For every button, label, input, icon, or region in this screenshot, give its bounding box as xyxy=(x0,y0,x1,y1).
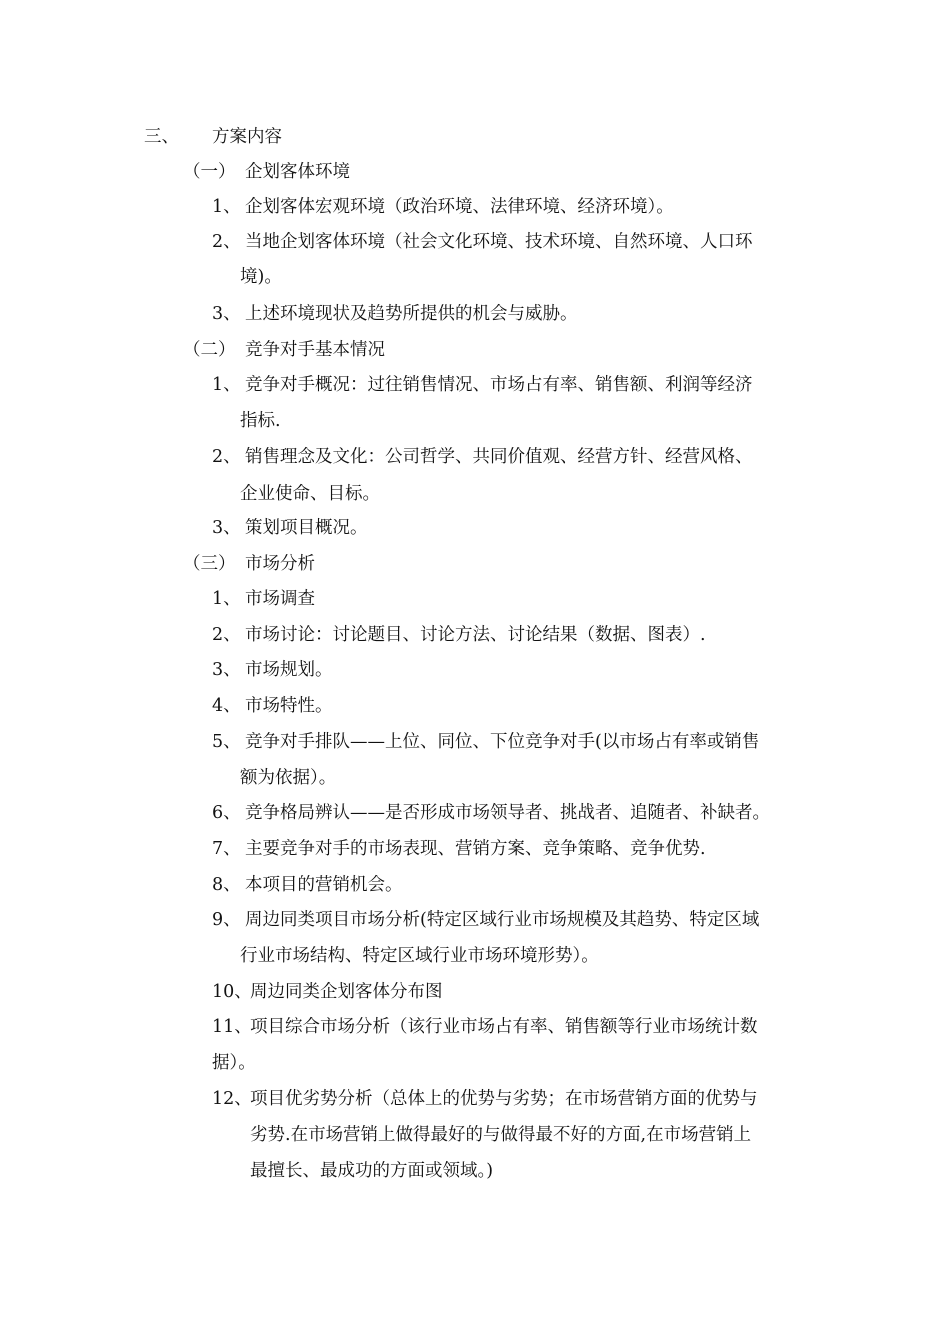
list-item xyxy=(212,802,770,824)
item-number: 8、 xyxy=(212,875,241,895)
subsection-marker: （二） xyxy=(183,340,236,360)
list-item xyxy=(212,981,443,1003)
item-text: 周边同类项目市场分析(特定区域行业市场规模及其趋势、特定区域 xyxy=(245,910,760,930)
item-text: 上述环境现状及趋势所提供的机会与威胁。 xyxy=(245,304,578,324)
item-number: 12、 xyxy=(212,1089,252,1109)
item-text-continuation: 劣势.在市场营销上做得最好的与做得最不好的方面,在市场营销上 xyxy=(250,1125,752,1145)
list-item xyxy=(212,695,333,717)
item-number: 7、 xyxy=(212,839,241,859)
item-text: 竞争对手排队——上位、同位、下位竞争对手(以市场占有率或销售 xyxy=(245,732,760,752)
item-text: 企划客体宏观环境（政治环境、法律环境、经济环境）。 xyxy=(245,197,674,217)
item-text: 项目优劣势分析（总体上的优势与劣势；在市场营销方面的优势与 xyxy=(250,1089,758,1109)
subsection-title: 企划客体环境 xyxy=(245,162,350,182)
list-item xyxy=(212,624,706,646)
list-item xyxy=(212,1016,758,1038)
item-text: 销售理念及文化：公司哲学、共同价值观、经营方针、经营风格、 xyxy=(245,447,753,467)
item-number: 6、 xyxy=(212,803,241,823)
item-text: 本项目的营销机会。 xyxy=(245,875,403,895)
list-item xyxy=(212,374,753,396)
item-text: 策划项目概况。 xyxy=(245,518,368,538)
item-text: 市场讨论：讨论题目、讨论方法、讨论结果（数据、图表）. xyxy=(245,625,706,645)
item-text-continuation: 企业使命、目标。 xyxy=(240,484,380,504)
item-number: 2、 xyxy=(212,232,241,252)
item-number: 2、 xyxy=(212,447,241,467)
item-text: 主要竞争对手的市场表现、营销方案、竞争策略、竞争优势. xyxy=(245,839,706,859)
list-item xyxy=(212,659,333,681)
item-number: 1、 xyxy=(212,589,241,609)
item-number: 5、 xyxy=(212,732,241,752)
item-number: 3、 xyxy=(212,518,241,538)
list-item xyxy=(212,874,403,896)
subsection-marker: （一） xyxy=(183,162,236,182)
item-text: 市场规划。 xyxy=(245,660,333,680)
item-text-continuation: 行业市场结构、特定区域行业市场环境形势）。 xyxy=(240,946,599,966)
item-number: 1、 xyxy=(212,375,241,395)
item-text-continuation: 境)。 xyxy=(240,267,282,287)
item-number: 3、 xyxy=(212,660,241,680)
item-text: 竞争格局辨认——是否形成市场领导者、挑战者、追随者、补缺者。 xyxy=(245,803,770,823)
list-item xyxy=(212,231,753,253)
item-text: 周边同类企划客体分布图 xyxy=(250,982,443,1002)
item-number: 11、 xyxy=(212,1017,252,1037)
subsection-marker: （三） xyxy=(183,554,236,574)
item-number: 10、 xyxy=(212,982,252,1002)
list-item xyxy=(212,303,578,325)
item-text: 项目综合市场分析（该行业市场占有率、销售额等行业市场统计数 xyxy=(250,1017,758,1037)
list-item xyxy=(212,196,674,218)
subsection-heading xyxy=(183,553,315,575)
item-text: 市场特性。 xyxy=(245,696,333,716)
item-text-continuation: 额为依据）。 xyxy=(240,768,337,788)
list-item xyxy=(212,838,706,860)
list-item xyxy=(212,731,759,753)
item-text-continuation: 指标. xyxy=(240,411,281,431)
subsection-title: 市场分析 xyxy=(245,554,315,574)
item-number: 2、 xyxy=(212,625,241,645)
subsection-title: 竞争对手基本情况 xyxy=(245,340,385,360)
item-number: 3、 xyxy=(212,304,241,324)
subsection-heading xyxy=(183,339,385,361)
item-text-continuation: 据）。 xyxy=(212,1053,256,1073)
section-marker: 三、 xyxy=(144,127,179,147)
item-number: 1、 xyxy=(212,197,241,217)
list-item xyxy=(212,446,753,468)
item-text-continuation: 最擅长、最成功的方面或领域。) xyxy=(250,1161,494,1181)
list-item xyxy=(212,1088,758,1110)
section-heading xyxy=(144,126,282,148)
item-text: 当地企划客体环境（社会文化环境、技术环境、自然环境、人口环 xyxy=(245,232,753,252)
section-title: 方案内容 xyxy=(212,127,282,147)
item-text: 竞争对手概况：过往销售情况、市场占有率、销售额、利润等经济 xyxy=(245,375,753,395)
item-text: 市场调查 xyxy=(245,589,315,609)
list-item xyxy=(212,909,759,931)
item-number: 4、 xyxy=(212,696,241,716)
item-number: 9、 xyxy=(212,910,241,930)
subsection-heading xyxy=(183,161,350,183)
list-item xyxy=(212,588,315,610)
list-item xyxy=(212,517,368,539)
